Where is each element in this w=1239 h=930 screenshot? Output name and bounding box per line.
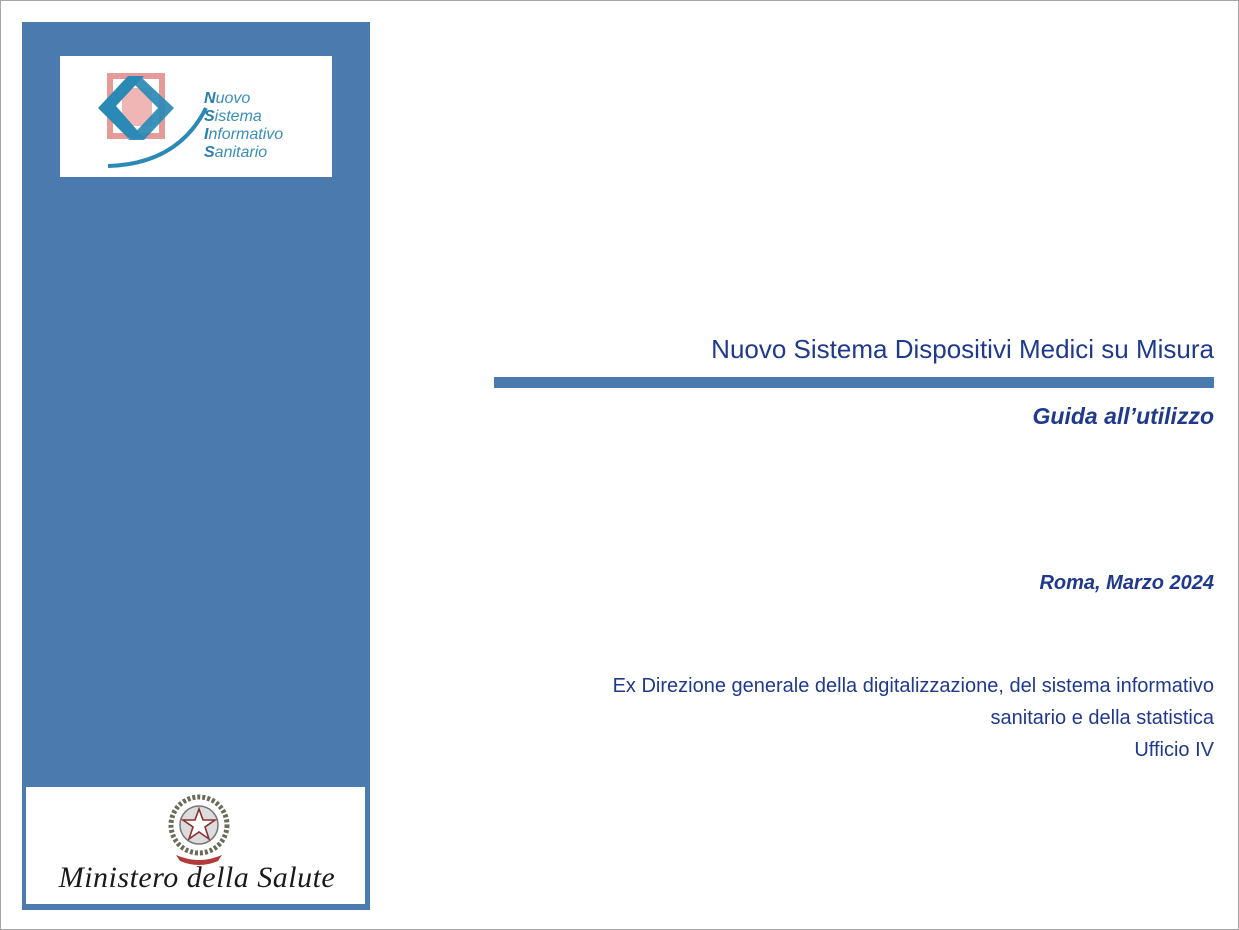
document-date: Roma, Marzo 2024	[1039, 572, 1214, 594]
office-line-2: sanitario e della statistica	[990, 707, 1214, 729]
nsis-line-3: Informativo	[204, 126, 284, 143]
office-line-3: Ufficio IV	[1134, 739, 1214, 761]
nsis-logo-mark	[88, 68, 208, 168]
document-office	[613, 670, 1214, 766]
nsis-line-2: Sistema	[204, 108, 262, 125]
document-title: Nuovo Sistema Dispositivi Medici su Misura	[711, 334, 1214, 364]
ministry-logo	[26, 787, 365, 904]
republic-emblem-icon	[164, 791, 234, 867]
nsis-line-1: Nuovo	[204, 90, 251, 107]
ministry-name: Ministero della Salute	[58, 861, 336, 894]
title-rule	[494, 377, 1214, 388]
nsis-logo-wordmark	[204, 90, 283, 162]
nsis-line-4: Sanitario	[204, 144, 268, 161]
document-subtitle: Guida all’utilizzo	[1032, 403, 1214, 429]
nsis-logo	[60, 56, 332, 177]
office-line-1: Ex Direzione generale della digitalizzazione, del sistema informativo	[612, 675, 1214, 697]
